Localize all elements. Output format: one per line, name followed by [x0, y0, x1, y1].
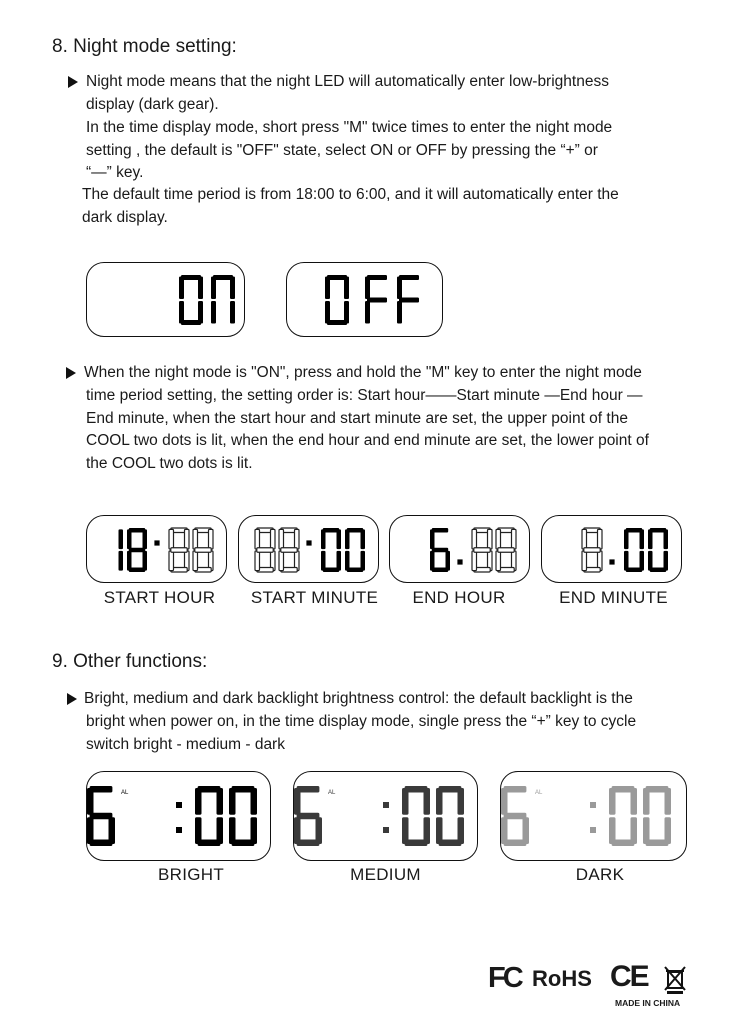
para2-line4: COOL two dots is lit, when the end hour and end minute are set, the lower point of	[86, 432, 649, 449]
lcd-ghost-segment	[279, 551, 284, 571]
section-8-heading: 8. Night mode setting:	[52, 36, 237, 57]
lcd-segment	[321, 551, 326, 571]
colon-dot-upper	[176, 802, 182, 808]
colon-dot	[154, 540, 159, 545]
lcd-ghost-segment	[193, 551, 198, 571]
off-glyph	[325, 275, 419, 325]
lcd-segment	[345, 551, 350, 571]
lcd-segment	[643, 788, 650, 815]
lcd-ghost-segment	[584, 548, 600, 553]
lcd-segment	[365, 277, 370, 300]
lcd-segment	[523, 817, 530, 844]
colon-dot-upper	[590, 802, 596, 808]
lcd-ghost-segment	[169, 529, 174, 549]
lcd-segment	[119, 551, 124, 571]
lcd-bright	[86, 771, 271, 861]
lcd-off-display	[286, 262, 443, 337]
lcd-ghost-segment	[472, 551, 477, 571]
lcd-ghost-segment	[169, 551, 174, 571]
para1-line3: In the time display mode, short press "M" twice times to enter the night mode	[86, 119, 613, 136]
weee-bin-icon	[664, 966, 686, 994]
lcd-segment	[321, 529, 326, 549]
lcd-segment	[430, 529, 435, 549]
caption-start-minute: START MINUTE	[250, 588, 379, 607]
lcd-segment	[365, 301, 370, 324]
lcd-segment	[664, 529, 669, 549]
lcd-end-minute	[541, 515, 682, 583]
caption-medium: MEDIUM	[350, 865, 421, 884]
lcd-segment	[229, 788, 236, 815]
lcd-segment	[337, 529, 342, 549]
colon-dot	[457, 559, 462, 564]
bullet-triangle-icon	[67, 693, 77, 705]
lcd-ghost-segment	[195, 548, 211, 553]
para1-line6: The default time period is from 18:00 to 6:00, and it will automatically enter the	[82, 186, 619, 203]
lcd-segment	[195, 788, 202, 815]
para1-line4: setting , the default is "OFF" state, select ON or OFF by pressing the “+” or	[86, 141, 598, 159]
lcd-segment	[609, 788, 616, 815]
caption-end-hour: END HOUR	[412, 588, 506, 607]
lcd-dark	[500, 771, 687, 861]
lcd-segment	[345, 529, 350, 549]
colon-dot	[609, 559, 614, 564]
lcd-segment	[402, 817, 409, 844]
caption-dark: DARK	[575, 865, 625, 884]
lcd-segment	[179, 277, 184, 300]
colon-dot-lower	[590, 827, 596, 833]
colon-dot-lower	[383, 827, 389, 833]
fc-mark-icon: FC	[488, 962, 521, 994]
lcd-segment	[230, 301, 235, 324]
lcd-ghost-segment	[474, 548, 490, 553]
lcd-segment	[458, 788, 465, 815]
alarm-indicator-label: AL	[121, 790, 129, 796]
lcd-start-minute	[238, 515, 379, 583]
para1-line2: display (dark gear).	[86, 95, 219, 113]
lcd-ghost-segment	[279, 529, 284, 549]
lcd-ghost-segment	[582, 529, 587, 549]
lcd-segment	[397, 277, 402, 300]
caption-end-minute: END MINUTE	[559, 588, 668, 607]
lcd-ghost-segment	[257, 548, 273, 553]
lcd-segment	[127, 551, 132, 571]
lcd-ghost-segment	[295, 529, 300, 549]
colon-dot	[306, 540, 311, 545]
lcd-segment	[609, 817, 616, 844]
para1-line5: “—” key.	[86, 164, 144, 181]
lcd-segment	[361, 529, 366, 549]
rohs-mark-icon: RoHS	[532, 966, 592, 991]
alarm-indicator-label: AL	[328, 790, 336, 796]
lcd-segment	[294, 788, 301, 815]
lcd-segment	[127, 529, 132, 549]
lcd-segment	[624, 529, 629, 549]
lcd-ghost-segment	[512, 529, 517, 549]
para2-line2: time period setting, the setting order is: Start hour——Start minute —End hour —	[86, 387, 643, 404]
lcd-medium	[293, 771, 478, 861]
lcd-segment	[195, 817, 202, 844]
lcd-ghost-segment	[271, 529, 276, 549]
para1-line1: Night mode means that the night LED will automatically enter low-brightness	[86, 73, 609, 90]
lcd-segment	[251, 788, 258, 815]
lcd-segment	[119, 529, 124, 549]
bullet-triangle-icon	[66, 367, 76, 379]
alarm-indicator-label: AL	[535, 790, 543, 796]
lcd-segment	[643, 817, 650, 844]
lcd-segment	[217, 788, 224, 815]
lcd-ghost-segment	[281, 548, 297, 553]
lcd-segment	[436, 817, 443, 844]
lcd-segment	[87, 788, 94, 815]
lcd-segment	[229, 817, 236, 844]
lcd-ghost-segment	[598, 529, 603, 549]
on-glyph	[179, 275, 235, 325]
para2-line1: When the night mode is "ON", press and hold the "M" key to enter the night mode	[84, 364, 642, 381]
lcd-segment	[316, 817, 323, 844]
lcd-segment	[397, 301, 402, 324]
caption-bright: BRIGHT	[157, 865, 225, 884]
section-9-heading: 9. Other functions:	[52, 651, 208, 672]
lcd-on-display	[86, 262, 245, 337]
lcd-segment	[648, 529, 653, 549]
lcd-segment	[665, 788, 672, 815]
colon-dot-upper	[383, 802, 389, 808]
lcd-segment	[399, 298, 419, 303]
lcd-ghost-segment	[255, 529, 260, 549]
lcd-segment	[446, 551, 451, 571]
lcd-segment	[367, 298, 387, 303]
lcd-off-digits	[287, 263, 444, 338]
lcd-ghost-segment	[496, 551, 501, 571]
lcd-segment	[109, 817, 116, 844]
lcd-start-hour	[86, 515, 227, 583]
lcd-ghost-segment	[255, 551, 260, 571]
lcd-ghost-segment	[498, 548, 514, 553]
lcd-segment	[648, 551, 653, 571]
lcd-segment	[129, 548, 145, 553]
lcd-on-digits	[87, 263, 246, 338]
lcd-segment	[624, 551, 629, 571]
lcd-segment	[198, 277, 203, 300]
para1-line7: dark display.	[82, 208, 168, 226]
lcd-ghost-segment	[193, 529, 198, 549]
lcd-ghost-segment	[488, 529, 493, 549]
lcd-ghost-segment	[472, 529, 477, 549]
para2-line3: End minute, when the start hour and start minute are set, the upper point of the	[86, 409, 628, 427]
lcd-segment	[501, 788, 508, 815]
para3-line3: switch bright - medium - dark	[86, 735, 285, 753]
lcd-segment	[211, 277, 216, 300]
colon-dot-lower	[176, 827, 182, 833]
lcd-segment	[143, 529, 148, 549]
lcd-ghost-segment	[209, 529, 214, 549]
lcd-segment	[179, 301, 184, 324]
bullet-triangle-icon	[68, 76, 78, 88]
caption-start-hour: START HOUR	[103, 588, 216, 607]
lcd-segment	[631, 788, 638, 815]
lcd-segment	[424, 788, 431, 815]
lcd-segment	[211, 301, 216, 324]
made-in-china-label: MADE IN CHINA	[615, 998, 681, 1008]
para3-line1: Bright, medium and dark backlight brightness control: the default backlight is the	[84, 690, 633, 707]
ce-mark-icon: CE	[610, 960, 648, 993]
lcd-segment	[325, 301, 330, 324]
lcd-ghost-segment	[496, 529, 501, 549]
para2-line5: the COOL two dots is lit.	[86, 455, 253, 472]
lcd-segment	[436, 788, 443, 815]
lcd-end-hour	[389, 515, 530, 583]
lcd-ghost-segment	[171, 548, 187, 553]
lcd-ghost-segment	[185, 529, 190, 549]
para3-line2: bright when power on, in the time display mode, single press the “+” key to cycle	[86, 713, 637, 730]
lcd-segment	[344, 277, 349, 300]
lcd-segment	[325, 277, 330, 300]
lcd-segment	[230, 277, 235, 300]
lcd-segment	[402, 788, 409, 815]
lcd-segment	[640, 529, 645, 549]
lcd-ghost-segment	[582, 551, 587, 571]
